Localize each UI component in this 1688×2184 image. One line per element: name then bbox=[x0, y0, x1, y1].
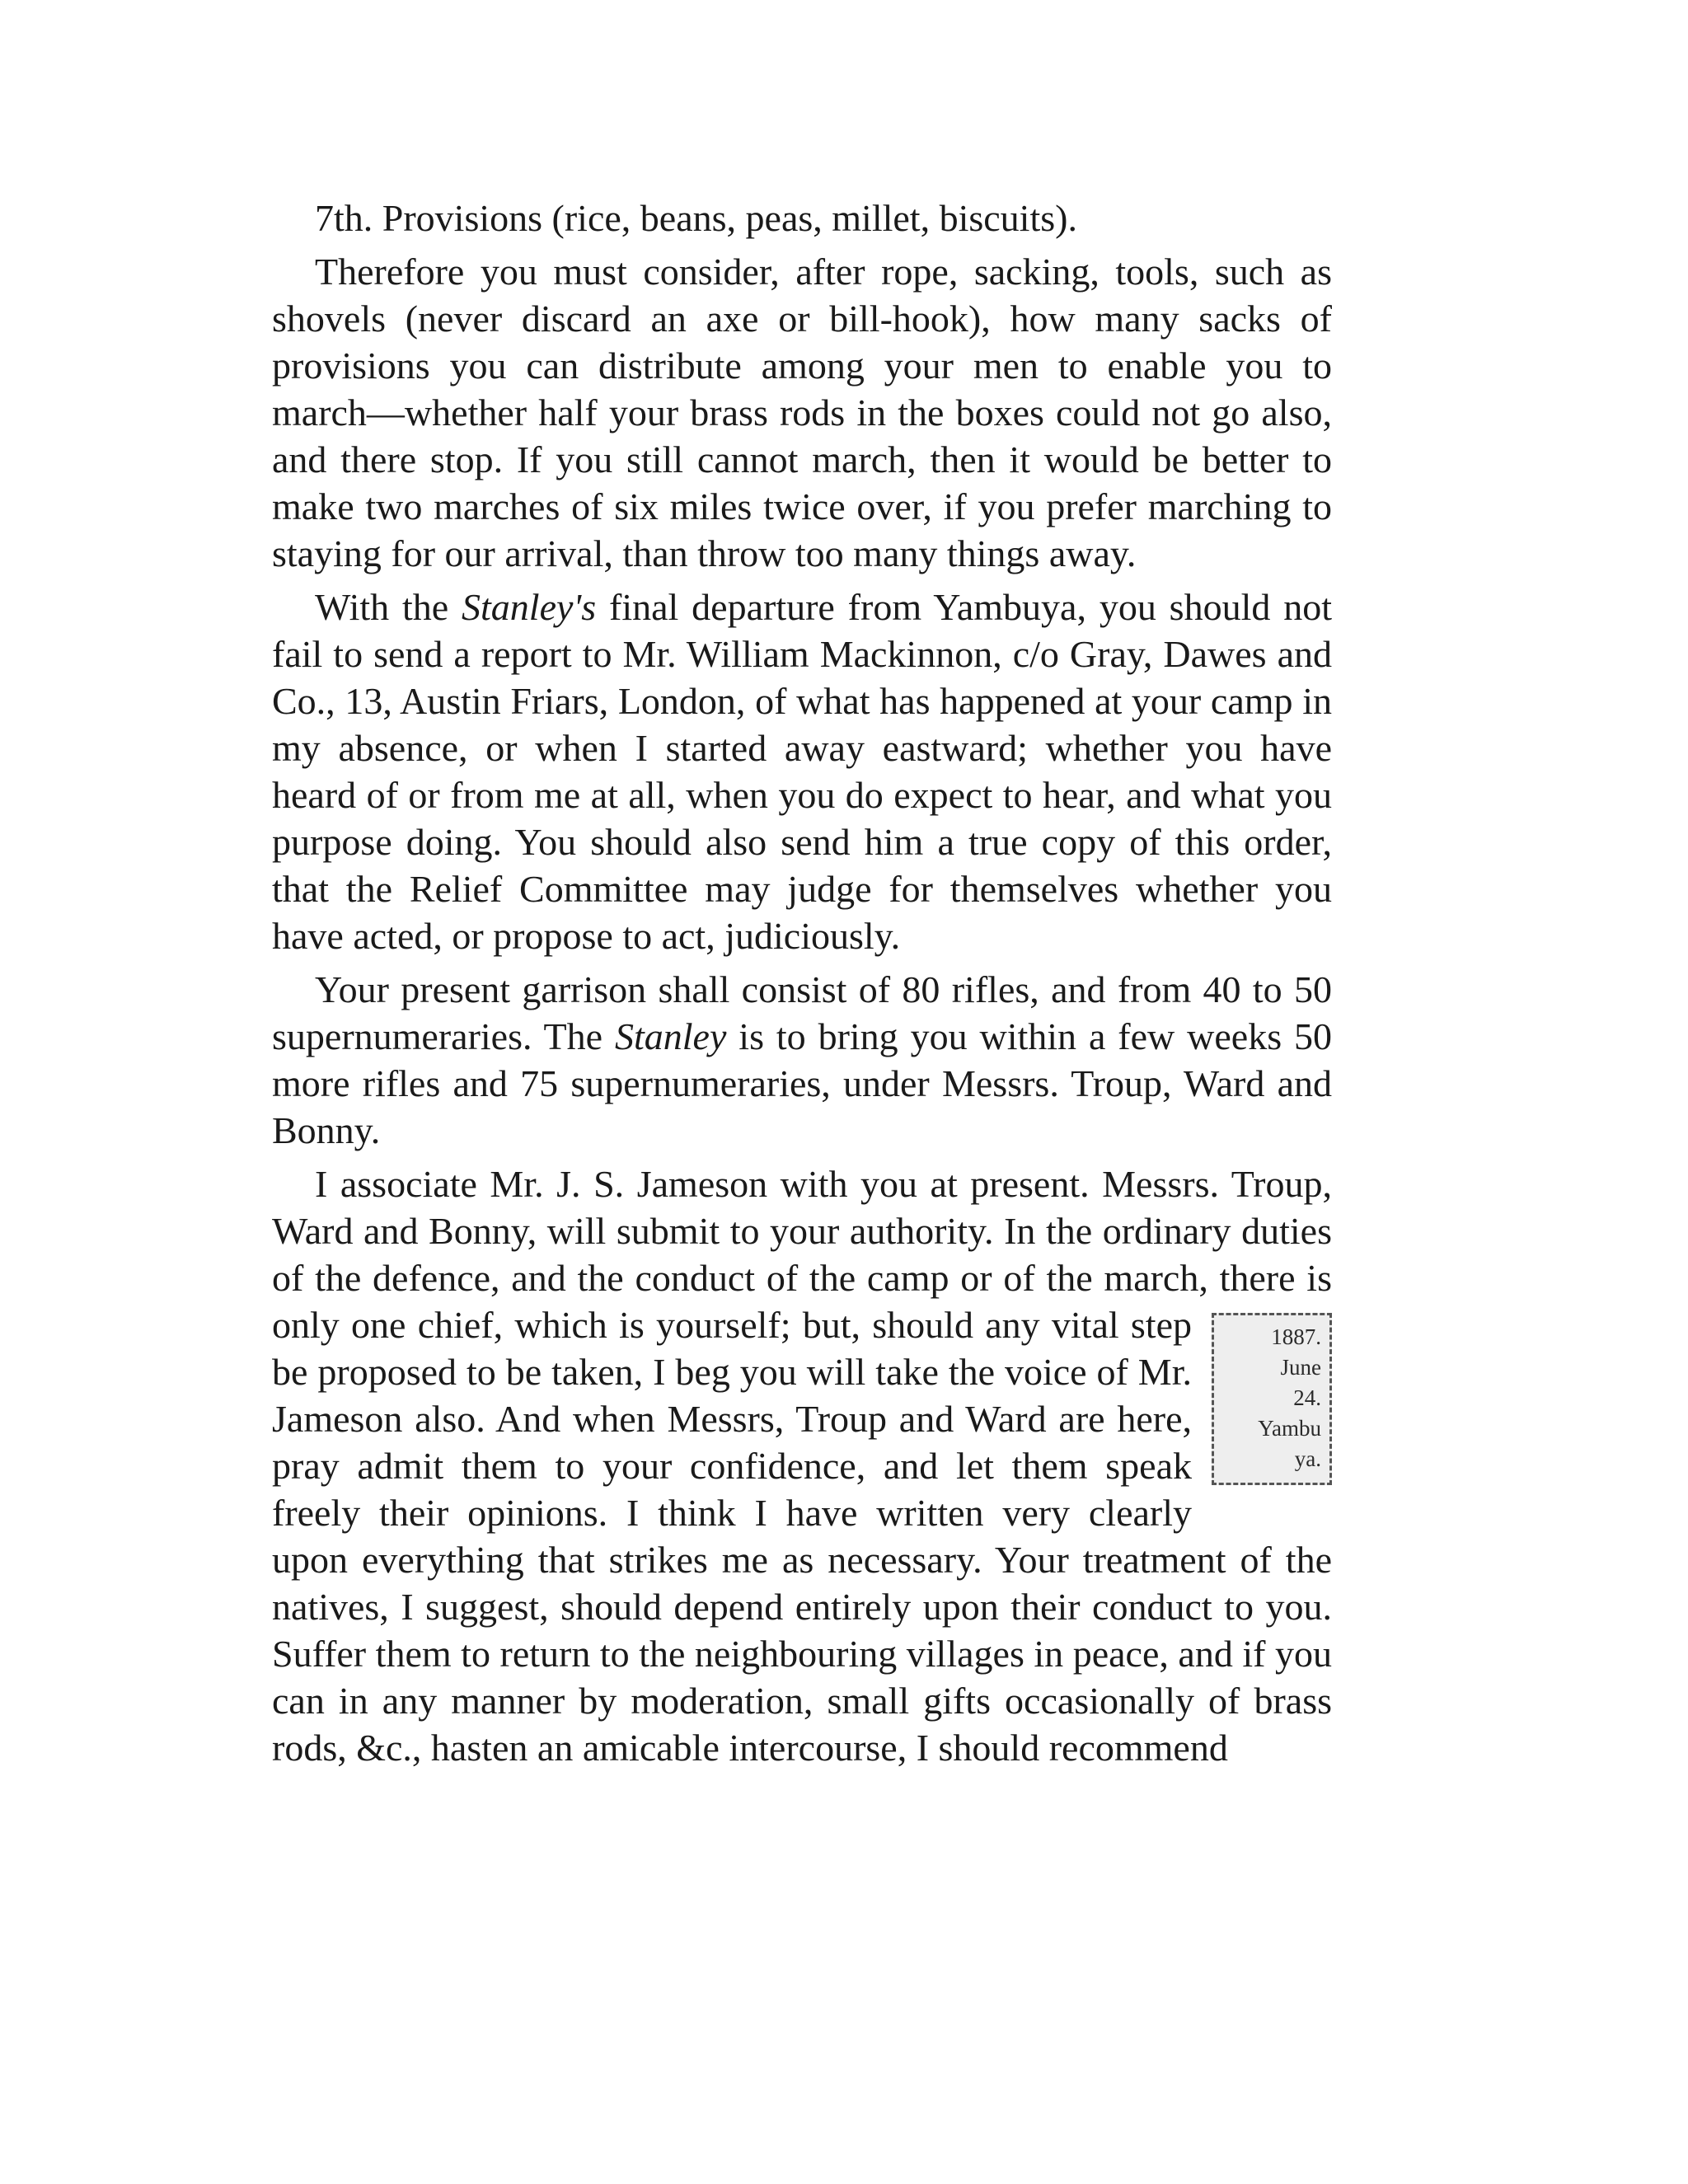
margin-sidenote bbox=[1212, 1313, 1332, 1485]
paragraph-garrison bbox=[272, 966, 1332, 1154]
paragraph-associate-text-b: but, should any vital step be proposed to be taken, I beg you will take the voice of Mr. Jameson also. And when Messrs, Troup and Ward are here, pray admit them to your confidence, and let them speak freely their opinions. I think I have written very clearly upon everything that strikes me as necessary. Your treatment of the natives, I suggest, should depend entirely upon their conduct to you. Suffer them to return to the neighbouring villages in peace, and if you can in any manner by moderation, small gifts occasionally of brass rods, &c., hasten an amicable intercourse, I should recommend bbox=[272, 1304, 1332, 1769]
paragraph-report-text-b: final departure from Yambuya, you should not fail to send a report to Mr. William Mackinnon, c/o Gray, Dawes and Co., 13, Austin Friars, London, of what has happened at your camp in my absence, or when I started away eastward; whether you have heard of or from me at all, when you do expect to hear, and what you purpose doing. You should also send him a true copy of this order, that the Relief Committee may judge for themselves whether you have acted, or propose to act, judiciously. bbox=[272, 586, 1332, 957]
paragraph-garrison-text-a: Your present garrison shall consist of 80 rifles, and from 40 to 50 supernumeraries. The bbox=[272, 968, 1332, 1057]
paragraph-report-text-a: With the bbox=[315, 586, 462, 628]
ship-name-stanley: Stanley bbox=[614, 1015, 727, 1057]
paragraph-garrison-text-b: is to bring you within a few weeks 50 more rifles and 75 supernumeraries, under Messrs. Troup, Ward and Bonny. bbox=[272, 1015, 1332, 1151]
sidenote-month: June bbox=[1280, 1355, 1321, 1380]
paragraph-provisions-text: 7th. Provisions (rice, beans, peas, millet, biscuits). bbox=[315, 197, 1077, 239]
ship-name-stanleys: Stanley's bbox=[462, 586, 597, 628]
sidenote-day: 24. bbox=[1293, 1385, 1321, 1410]
sidenote-place-a: Yambu bbox=[1258, 1416, 1321, 1441]
paragraph-associate bbox=[272, 1160, 1332, 1771]
paragraph-consider bbox=[272, 248, 1332, 577]
sidenote-year: 1887. bbox=[1271, 1324, 1321, 1349]
page-body bbox=[272, 194, 1332, 1778]
paragraph-report bbox=[272, 583, 1332, 959]
sidenote-place-b: ya. bbox=[1294, 1446, 1321, 1471]
paragraph-provisions bbox=[272, 194, 1332, 241]
paragraph-consider-text: Therefore you must consider, after rope, sacking, tools, such as shovels (never discard an axe or bill-hook), how many sacks of provisions you can distribute among your men to enable you to march—whether half your brass rods in the boxes could not go also, and there stop. If you still cannot march, then it would be better to make two marches of six miles twice over, if you prefer marching to staying for our arrival, than throw too many things away. bbox=[272, 251, 1332, 574]
paragraph-associate-text-a: I associate Mr. J. S. Jameson with you at present. Messrs. Troup, Ward and Bonny, will submit to your authority. In the ordinary duties of the defence, and the conduct of the camp or of the march, there is only one chief, which is yourself; bbox=[272, 1163, 1332, 1346]
